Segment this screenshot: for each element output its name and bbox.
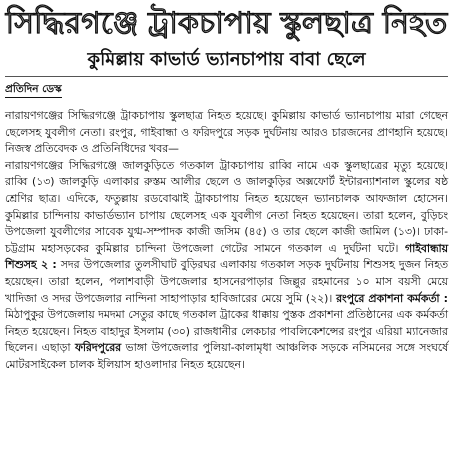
article-body [5,108,448,374]
paragraph-text: ভাঙ্গা উপজেলার পুলিয়া-কালামৃধা আঞ্চলিক সড়কে নসিমনের সঙ্গে সংঘর্ষে মোটরসাইকেল চালক ইলিয়াস হাওলাদার নিহত হয়েছেন। [5,341,449,371]
paragraph-text: নারায়ণগঞ্জের সিদ্ধিরগঞ্জে জালকুড়িতে গতকাল ট্রাকচাপায় রাব্বি নামে এক স্কুলছাত্রের মৃত্যু হয়েছে। রাব্বি (১৩) জালকুড়ি এলাকার রুস্তম আলীর ছেলে ও জালকুড়ির অক্সফোর্ট ইন্টারন্যাশনাল স্কুলের ষষ্ঠ শ্রেণির ছাত্র। এদিকে, ফতুল্লায় রডবোঝাই ট্রাকচাপায় নিহত হয়েছেন ভ্যানচালক আফজাল হোসেন। কুমিল্লার চান্দিনায় কাভার্ডভ্যান চাপায় ছেলেসহ এক যুবলীগ নেতা নিহত হয়েছেন। তারা হলেন, বুড়িচং উপজেলা যুবলীগের সাবেক যুগ্ম-সম্পাদক কাজী জসিম (৪৫) ও তার ছেলে কাজী জামিল (১৩)। ঢাকা-চট্টগ্রাম মহাসড়কের কুমিল্লার চান্দিনা উপজেলা গেটের সামনে গতকাল এ দুর্ঘটনা ঘটে। [5,158,448,255]
intro-paragraph: নারায়ণগঞ্জের সিদ্ধিরগঞ্জে ট্রাকচাপায় স্কুলছাত্র নিহত হয়েছে। কুমিল্লায় কাভার্ড ভ্যানচাপায় মারা গেছেন ছেলেসহ যুবলীগ নেতা। রংপুর, গাইবান্ধা ও ফরিদপুরে সড়ক দুর্ঘটনায় আরও চারজনের প্রাণহানি হয়েছে। নিজস্ব প্রতিবেদক ও প্রতিনিধিদের খবর— [5,109,448,156]
paragraph-text: সদর উপজেলার তুলসীঘাট বুড়িরঘর এলাকায় গতকাল সড়ক দুর্ঘটনায় শিশুসহ দুজন নিহত হয়েছেন। তারা হলেন, পলাশবাড়ী উপজেলার হাসনেরপাড়ার জিল্লুর রহমানের ১০ মাস বয়সী মেয়ে খাদিজা ও সদর উপজেলার নান্দিনা সাহাপাড়ার হাবিজারের মেয়ে সুমি (২২)। [5,258,448,305]
section-lead-faridpur: ফরিদপুরের [74,341,122,355]
byline: প্রতিদিন ডেস্ক [5,81,62,98]
news-clipping [0,2,453,461]
section-lead-gaibandha: গাইবান্ধায় শিশুসহ ২ : [5,241,449,272]
paragraph-text: মিঠাপুকুর উপজেলায় দমদমা সেতুর কাছে গতকাল ট্রাকের ধাক্কায় পুস্তক প্রকাশনা প্রতিষ্ঠানের এক কর্মকর্তা নিহত হয়েছেন। নিহত বাহাদুর ইসলাম (৩০) রাজধানীর লেকচার পাবলিকেশন্সের রংপুর এরিয়া ম্যানেজার ছিলেন। এছাড়া [5,308,448,355]
subheadline: কুমিল্লায় কাভার্ড ভ্যানচাপায় বাবা ছেলে [87,49,366,70]
byline-row [5,77,448,98]
headline: সিদ্ধিরগঞ্জে ট্রাকচাপায় স্কুলছাত্র নিহত [5,6,448,41]
article-paragraph [5,158,448,374]
section-lead-rangpur: রংপুরে প্রকাশনা কর্মকর্তা : [336,291,448,305]
